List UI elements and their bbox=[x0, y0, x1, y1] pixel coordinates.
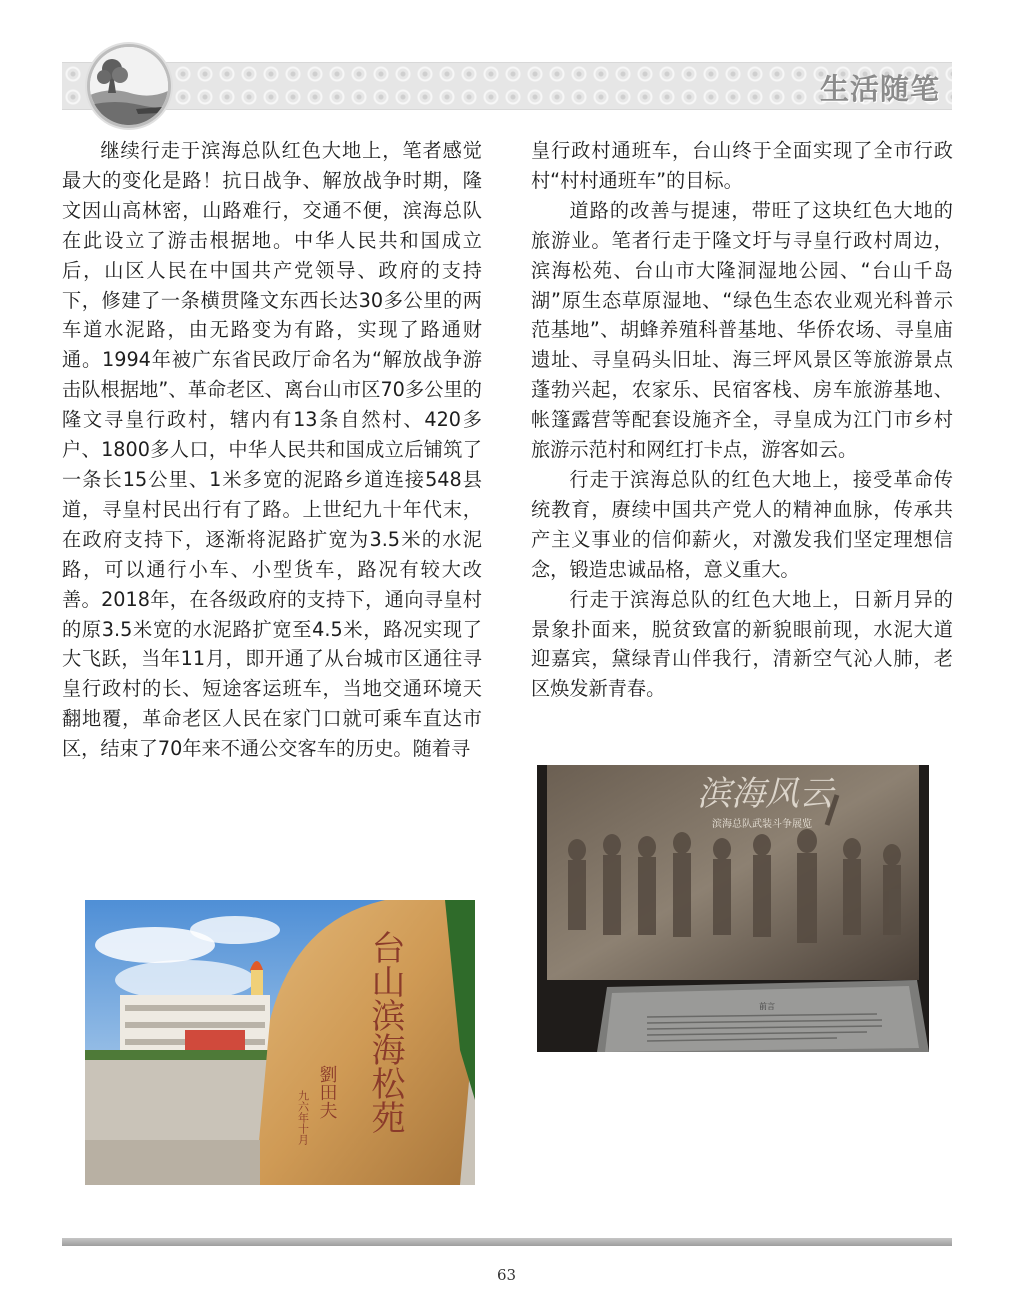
relief-subtitle: 滨海总队武装斗争展览 bbox=[712, 819, 812, 830]
article-right-column bbox=[531, 136, 953, 704]
section-title: 生活随笔 bbox=[819, 72, 940, 106]
page-number: 63 bbox=[496, 1266, 517, 1284]
relief-title: 滨海风云 bbox=[697, 774, 833, 814]
paragraph-tourism: 道路的改善与提速，带旺了这块红色大地的旅游业。笔者行走于隆文圩与寻皇行政村周边，滨海松苑、台山市大隆洞湿地公园、“台山千岛湖”原生态草原湿地、“绿色生态农业观光科普示范基地”、胡蜂养殖科普基地、华侨农场、寻皇庙遗址、寻皇码头旧址、海三坪风景区等旅游景点蓬勃兴起，农家乐、民宿客栈、房车旅游基地、帐篷露营等配套设施齐全，寻皇成为江门市乡村旅游示范村和网红打卡点，游客如云。 bbox=[531, 198, 953, 462]
footer-rule bbox=[62, 1238, 952, 1246]
paragraph-new-look: 行走于滨海总队的红色大地上，日新月异的景象扑面来，脱贫致富的新貌眼前现，水泥大道迎嘉宾，黛绿青山伴我行，清新空气沁人肺，老区焕发新青春。 bbox=[531, 587, 953, 701]
stone-scene-graphic bbox=[85, 900, 475, 1185]
bronze-relief-photo bbox=[537, 765, 929, 1052]
stone-inscription-date: 九六年十月 bbox=[296, 1090, 310, 1145]
stone-inscription-main: 台山滨海松苑 bbox=[365, 930, 405, 1134]
stone-inscription-signature: 劉田夫 bbox=[316, 1065, 338, 1119]
header-ornament-band bbox=[62, 62, 952, 110]
plaque-heading: 前言 bbox=[759, 1002, 775, 1011]
article-left-column bbox=[62, 136, 482, 764]
paragraph-continuation: 皇行政村通班车，台山终于全面实现了全市行政村“村村通班车”的目标。 bbox=[531, 139, 953, 192]
relief-scene-graphic bbox=[537, 765, 929, 1052]
header-landscape-medallion bbox=[87, 44, 171, 128]
inscribed-stone-photo bbox=[85, 900, 475, 1185]
landscape-vignette-icon bbox=[90, 47, 168, 125]
paragraph-roads: 继续行走于滨海总队红色大地上，笔者感觉最大的变化是路！抗日战争、解放战争时期，隆文因山高林密，山路难行，交通不便，滨海总队在此设立了游击根据地。中华人民共和国成立后，山区人民在中国共产党领导、政府的支持下，修建了一条横贯隆文东西长达30多公里的两车道水泥路，由无路变为有路，实现了路通财通。1994年被广东省民政厅命名为“解放战争游击队根据地”、革命老区、离台山市区70多公里的隆文寻皇行政村，辖内有13条自然村、420多户、1800多人口，中华人民共和国成立后铺筑了一条长15公里、1米多宽的泥路乡道连接548县道，寻皇村民出行有了路。上世纪九十年代末，在政府支持下，逐渐将泥路扩宽为3.5米的水泥路，可以通行小车、小型货车，路况有较大改善。2018年，在各级政府的支持下，通向寻皇村的原3.5米宽的水泥路扩宽至4.5米，路况实现了大飞跃，当年11月，即开通了从台城市区通往寻皇行政村的长、短途客运班车，当地交通环境天翻地覆，革命老区人民在家门口就可乘车直达市区，结束了70年来不通公交客车的历史。随着寻 bbox=[62, 139, 482, 761]
paragraph-education: 行走于滨海总队的红色大地上，接受革命传统教育，赓续中国共产党人的精神血脉，传承共产主义事业的信仰薪火，对激发我们坚定理想信念，锻造忠诚品格，意义重大。 bbox=[531, 467, 953, 581]
